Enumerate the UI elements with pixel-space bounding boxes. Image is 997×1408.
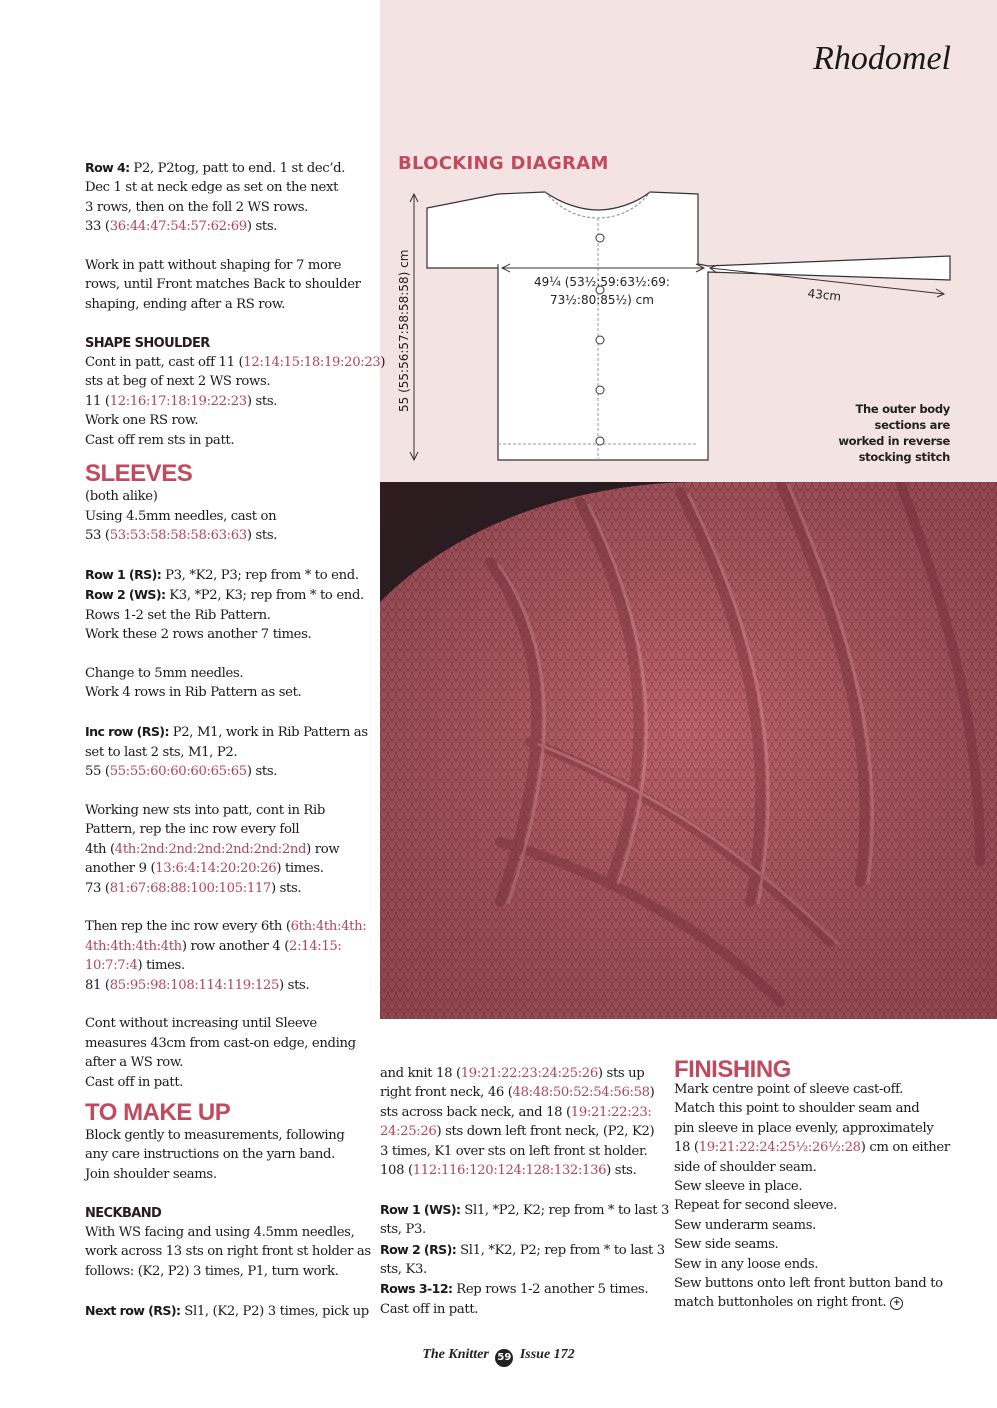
pickup-paragraph: and knit 18 (19:21:22:23:24:25:26) sts up right front neck, 46 (48:48:50:52:54:56:58) sts across back neck, and 18 (19:21:22:23: 24:25:26) sts down left front neck, (P2, K2) 3 times, K1 over sts on left front st holder. 108 (112:116:120:124:128:132:136) sts.	[380, 1066, 655, 1179]
knit-texture-photo	[380, 482, 997, 1019]
shape-shoulder-heading: SHAPE SHOULDER	[85, 335, 210, 351]
length-label: 55 (55:56:57:58:58:58) cm	[397, 249, 411, 412]
button-icon	[596, 437, 604, 445]
neckband-heading: NECKBAND	[85, 1205, 162, 1221]
inc-paragraph: Inc row (RS): P2, M1, work in Rib Pattern as set to last 2 sts, M1, P2. 55 (55:55:60:60:60:65:65) sts.	[85, 724, 368, 780]
column-1	[85, 158, 386, 1340]
reverse-stocking-note: The outer body sections are worked in reverse stocking stitch	[838, 402, 950, 464]
finishing-paragraph: Mark centre point of sleeve cast-off. Match this point to shoulder seam and pin sleeve in place evenly, approximately 18 (19:21:22:24:25½:26½:28) cm on either side of shoulder seam. Sew sleeve in place. Repeat for second sleeve. Sew underarm seams. Sew side seams. Sew in any loose ends. Sew buttons onto left front button band to match buttonholes on right front. +	[674, 1082, 950, 1311]
working-paragraph: Working new sts into patt, cont in Rib Pattern, rep the inc row every foll 4th (4th:2nd:2nd:2nd:2nd:2nd:2nd) row another 9 (13:6:4:14:20:20:26) times. 73 (81:67:68:88:100:105:117) sts.	[85, 802, 340, 896]
issue-number: Issue 172	[519, 1347, 575, 1362]
page-number: 59	[495, 1349, 513, 1367]
makeup-paragraph: Block gently to measurements, following any care instructions on the yarn band. Join shoulder seams.	[85, 1127, 345, 1182]
sleeves-heading: SLEEVES	[85, 460, 193, 488]
magazine-name: The Knitter	[422, 1347, 489, 1362]
to-make-up-heading: TO MAKE UP	[85, 1098, 231, 1126]
neckband-paragraph: With WS facing and using 4.5mm needles, work across 13 sts on right front st holder as follows: (K2, P2) 3 times, P1, turn work.	[85, 1224, 371, 1279]
button-icon	[596, 336, 604, 344]
finishing-heading: FINISHING	[674, 1056, 791, 1083]
page-title: Rhodomel	[813, 40, 951, 77]
blocking-diagram-heading: BLOCKING DIAGRAM	[398, 153, 609, 174]
shoulder-paragraph: Cont in patt, cast off 11 (12:14:15:18:19:20:23) sts at beg of next 2 WS rows. 11 (12:16:17:18:19:22:23) sts. Work one RS row. Cast off rem sts in patt.	[85, 355, 386, 448]
sleeve-label: 43cm	[806, 286, 842, 304]
row-4-paragraph: Row 4: P2, P2tog, patt to end. 1 st dec’d. Dec 1 st at neck edge as set on the next 3 rows, then on the foll 2 WS rows. 33 (36:44:47:54:57:62:69) sts.	[85, 160, 346, 235]
sleeves-paragraph: (both alike) Using 4.5mm needles, cast on 53 (53:53:58:58:58:63:63) sts.	[85, 489, 278, 544]
button-icon	[596, 386, 604, 394]
work-paragraph: Work in patt without shaping for 7 more rows, until Front matches Back to shoulder shaping, ending after a RS row.	[85, 258, 361, 312]
cont-paragraph: Cont without increasing until Sleeve measures 43cm from cast-on edge, ending after a WS row. Cast off in patt.	[85, 1016, 356, 1090]
button-icon	[596, 234, 604, 242]
next-row-paragraph: Next row (RS): Sl1, (K2, P2) 3 times, pick up	[85, 1302, 369, 1319]
rib-paragraph: Row 1 (RS): P3, *K2, P3; rep from * to end. Row 2 (WS): K3, *P2, K3; rep from * to end. Rows 1-2 set the Rib Pattern. Work these 2 rows another 7 times.	[85, 567, 364, 643]
chest-label-line-1: 49¼ (53½:59:63½:69:	[534, 275, 670, 289]
column-2	[380, 1064, 670, 1339]
neckband-rows-paragraph: Row 1 (WS): Sl1, *P2, K2; rep from * to last 3 sts, P3. Row 2 (RS): Sl1, *K2, P2; rep from * to last 3 sts, K3. Rows 3-12: Rep rows 1-2 another 5 times. Cast off in patt.	[380, 1201, 670, 1317]
then-paragraph: Then rep the inc row every 6th (6th:4th:4th: 4th:4th:4th:4th) row another 4 (2:14:15: 10:7:7:4) times. 81 (85:95:98:108:114:119:125) sts.	[85, 919, 367, 993]
change-paragraph: Change to 5mm needles. Work 4 rows in Rib Pattern as set.	[85, 666, 302, 701]
page-footer	[0, 1347, 997, 1367]
end-mark-icon: +	[890, 1297, 903, 1310]
column-3	[674, 1057, 964, 1332]
chest-label-line-2: 73½:80:85½) cm	[550, 293, 654, 307]
